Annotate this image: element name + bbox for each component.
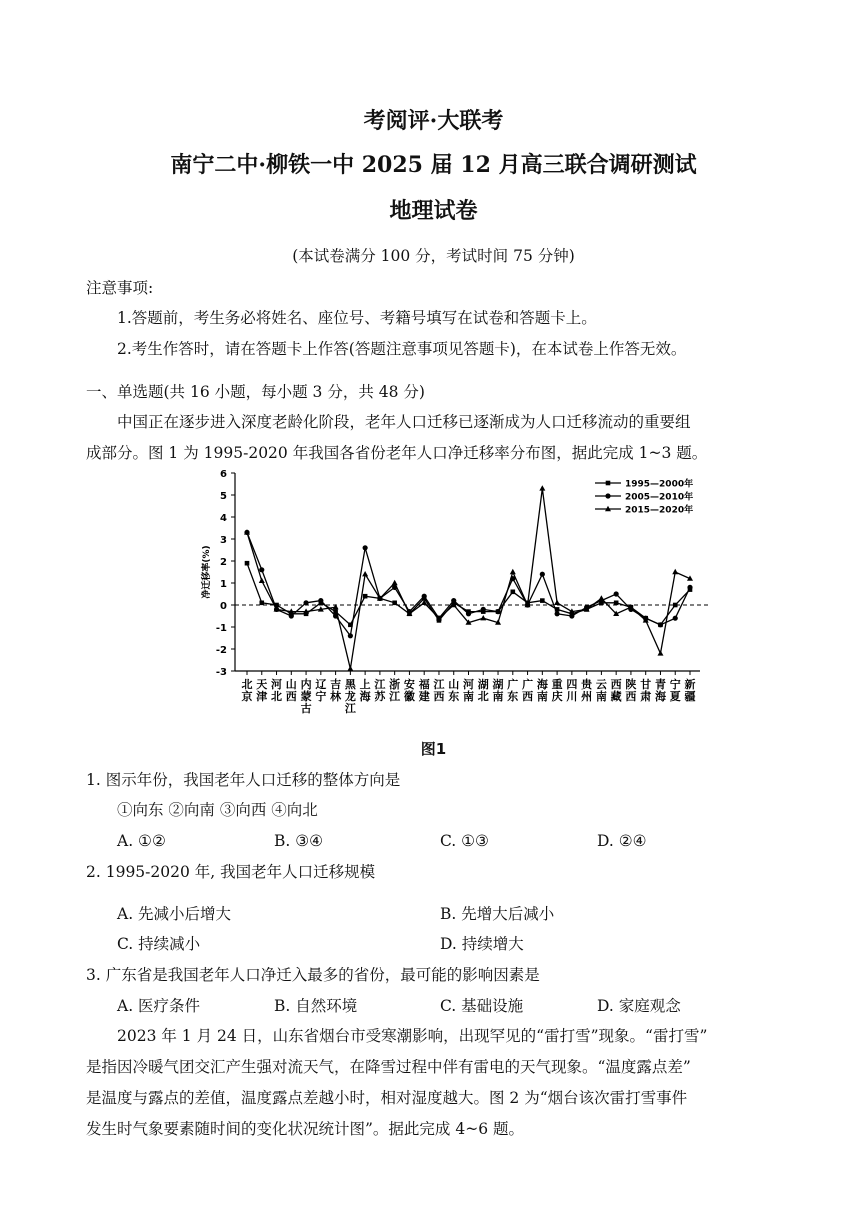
x-tick-label: 西 [285, 690, 297, 703]
data-point-triangle [672, 569, 678, 574]
data-point-square [511, 590, 516, 595]
x-tick-label: 江 [344, 702, 356, 715]
y-tick-label: -3 [215, 667, 227, 678]
x-tick-label: 西 [522, 690, 534, 703]
x-tick-label: 湖 [492, 678, 504, 691]
intro-line-2: 成部分。图 1 为 1995-2020 年我国各省份老年人口净迁移率分布图，据此完成 1~3 题。 [86, 444, 708, 462]
x-tick-label: 四 [566, 678, 578, 691]
x-tick-label: 徽 [403, 690, 415, 703]
x-tick-label: 江 [389, 690, 401, 703]
x-tick-label: 津 [256, 690, 268, 703]
data-point-circle [363, 545, 368, 550]
data-point-square [673, 603, 678, 608]
data-point-circle [495, 609, 500, 614]
notice-item-1: 1.答题前，考生务必将姓名、座位号、考籍号填写在试卷和答题卡上。 [117, 309, 597, 327]
x-tick-label: 甘 [640, 678, 652, 691]
data-point-triangle [392, 580, 398, 585]
x-tick-label: 辽 [315, 678, 327, 691]
data-point-square [392, 601, 397, 606]
x-tick-label: 黑 [344, 678, 356, 691]
data-point-circle [658, 622, 663, 627]
data-point-square [245, 561, 250, 566]
q1-statement-options: ①向东 ②向南 ③向西 ④向北 [117, 801, 318, 819]
x-tick-label: 古 [300, 702, 312, 715]
x-tick-label: 西 [610, 678, 622, 691]
exam-subtitle: (本试卷满分 100 分，考试时间 75 分钟) [292, 247, 575, 265]
q2-option-b: B. 先增大后减小 [440, 905, 555, 923]
x-tick-label: 苏 [374, 690, 386, 703]
data-point-square [363, 594, 368, 599]
data-point-square [614, 601, 619, 606]
x-tick-label: 浙 [389, 678, 401, 691]
q2-option-c: C. 持续减小 [117, 935, 201, 953]
data-point-triangle [362, 571, 368, 576]
series-line-3 [247, 488, 690, 668]
q1-stem: 1. 图示年份，我国老年人口迁移的整体方向是 [86, 771, 401, 789]
data-point-circle [687, 585, 692, 590]
passage2-line-3: 是温度与露点的差值，温度露点差越小时，相对湿度越大。图 2 为“烟台该次雷打雪事件 [86, 1089, 688, 1107]
data-point-circle [555, 611, 560, 616]
exam-series-title: 考阅评·大联考 [363, 108, 504, 134]
data-point-square [259, 601, 264, 606]
notice-title: 注意事项: [86, 279, 154, 297]
x-tick-label: 新 [684, 678, 696, 691]
q1-option-a: A. ①② [117, 832, 166, 850]
data-point-circle [303, 600, 308, 605]
data-point-triangle [598, 595, 604, 600]
notice-item-2: 2.考生作答时，请在答题卡上作答(答题注意事项见答题卡)，在本试卷上作答无效。 [117, 340, 687, 358]
x-tick-label: 京 [241, 690, 253, 703]
x-tick-label: 江 [433, 678, 445, 691]
data-point-triangle [259, 578, 265, 583]
legend-label: 2005—2010年 [625, 492, 694, 503]
x-tick-label: 河 [463, 678, 474, 691]
y-tick-label: 4 [220, 513, 227, 524]
data-point-triangle [539, 485, 545, 490]
q3-option-b: B. 自然环境 [274, 997, 358, 1015]
figure-1-chart [195, 463, 715, 725]
x-tick-label: 陕 [625, 678, 637, 691]
x-tick-label: 庆 [551, 690, 563, 703]
x-tick-label: 安 [403, 678, 415, 691]
x-tick-label: 北 [477, 690, 489, 703]
data-point-triangle [657, 650, 663, 655]
q1-option-c: C. ①③ [440, 832, 489, 850]
subject-title: 地理试卷 [389, 198, 478, 224]
data-point-triangle [480, 615, 486, 620]
x-tick-label: 藏 [610, 690, 622, 703]
passage2-line-4: 发生时气象要素随时间的变化状况统计图”。据此完成 4~6 题。 [86, 1120, 524, 1138]
q1-option-d: D. ②④ [597, 832, 647, 850]
figure-1-caption: 图1 [420, 740, 447, 758]
data-point-triangle [347, 666, 353, 671]
x-tick-label: 林 [330, 690, 342, 703]
y-tick-label: 6 [220, 469, 227, 480]
x-tick-label: 江 [374, 678, 386, 691]
q3-option-c: C. 基础设施 [440, 997, 524, 1015]
x-tick-label: 天 [256, 678, 268, 691]
x-tick-label: 北 [241, 678, 253, 691]
x-tick-label: 南 [492, 690, 504, 703]
y-tick-label: 0 [220, 601, 227, 612]
x-tick-label: 南 [463, 690, 474, 703]
x-tick-label: 吉 [330, 678, 342, 691]
data-point-circle [422, 594, 427, 599]
x-tick-label: 宁 [315, 690, 327, 703]
data-point-circle [614, 591, 619, 596]
x-tick-label: 西 [625, 690, 637, 703]
q2-option-a: A. 先减小后增大 [117, 905, 232, 923]
x-tick-label: 山 [448, 678, 460, 691]
x-tick-label: 东 [507, 690, 519, 703]
x-tick-label: 东 [448, 690, 460, 703]
data-point-circle [259, 567, 264, 572]
x-tick-label: 海 [654, 690, 666, 703]
section-title: 一、单选题(共 16 小题，每小题 3 分，共 48 分) [86, 383, 425, 401]
legend-marker-square [606, 481, 611, 486]
y-axis-label: 净迁移率(%) [202, 545, 212, 599]
x-tick-label: 夏 [669, 690, 681, 703]
passage2-line-2: 是指因冷暖气团交汇产生强对流天气，在降雪过程中伴有雷电的天气现象。“温度露点差” [86, 1058, 691, 1076]
x-tick-label: 西 [433, 690, 445, 703]
data-point-circle [466, 611, 471, 616]
q1-option-b: B. ③④ [274, 832, 324, 850]
x-tick-label: 宁 [669, 678, 681, 691]
x-tick-label: 海 [359, 690, 371, 703]
x-tick-label: 南 [536, 690, 548, 703]
x-tick-label: 河 [271, 678, 283, 691]
x-tick-label: 重 [551, 678, 563, 691]
x-tick-label: 蒙 [300, 690, 312, 703]
data-point-circle [569, 613, 574, 618]
x-tick-label: 南 [595, 690, 607, 703]
data-point-circle [481, 607, 486, 612]
x-tick-label: 广 [507, 678, 519, 691]
x-tick-label: 川 [566, 690, 578, 703]
x-tick-label: 上 [359, 678, 371, 691]
x-tick-label: 福 [418, 678, 430, 691]
q3-option-d: D. 家庭观念 [597, 997, 681, 1015]
data-point-circle [348, 633, 353, 638]
x-tick-label: 肃 [640, 690, 652, 703]
x-tick-label: 内 [300, 678, 312, 691]
legend-label: 2015—2020年 [625, 505, 694, 516]
x-tick-label: 山 [285, 678, 297, 691]
intro-line-1: 中国正在逐步进入深度老龄化阶段，老年人口迁移已逐渐成为人口迁移流动的重要组 [117, 413, 691, 431]
x-tick-label: 疆 [684, 690, 696, 703]
legend-label: 1995—2000年 [625, 479, 694, 490]
y-tick-label: 5 [220, 491, 227, 502]
x-tick-label: 湖 [477, 678, 489, 691]
y-tick-label: 1 [220, 579, 227, 590]
data-point-circle [673, 616, 678, 621]
exam-name-title: 南宁二中·柳铁一中 2025 届 12 月高三联合调研测试 [170, 152, 697, 178]
q2-option-d: D. 持续增大 [440, 935, 524, 953]
x-tick-label: 州 [581, 690, 593, 703]
q2-stem: 2. 1995-2020 年, 我国老年人口迁移规模 [86, 863, 376, 881]
data-point-circle [540, 572, 545, 577]
y-tick-label: 3 [220, 535, 227, 546]
q3-option-a: A. 医疗条件 [117, 997, 201, 1015]
q3-stem: 3. 广东省是我国老年人口净迁入最多的省份，最可能的影响因素是 [86, 966, 540, 984]
x-tick-label: 龙 [344, 690, 356, 703]
data-point-triangle [510, 569, 516, 574]
y-tick-label: 2 [220, 557, 227, 568]
x-tick-label: 广 [522, 678, 534, 691]
x-tick-label: 青 [654, 678, 666, 691]
data-point-triangle [554, 600, 560, 605]
data-point-circle [318, 598, 323, 603]
x-tick-label: 云 [595, 678, 607, 691]
x-tick-label: 北 [271, 690, 283, 703]
x-tick-label: 贵 [581, 678, 593, 691]
x-tick-label: 建 [418, 690, 430, 703]
y-tick-label: -1 [215, 623, 227, 634]
data-point-circle [289, 613, 294, 618]
legend-marker-circle [605, 493, 610, 498]
x-tick-label: 海 [536, 678, 548, 691]
passage2-line-1: 2023 年 1 月 24 日，山东省烟台市受寒潮影响，出现罕见的“雷打雪”现象。“雷打雪” [117, 1027, 708, 1045]
y-tick-label: -2 [215, 645, 227, 656]
data-point-square [540, 598, 545, 603]
